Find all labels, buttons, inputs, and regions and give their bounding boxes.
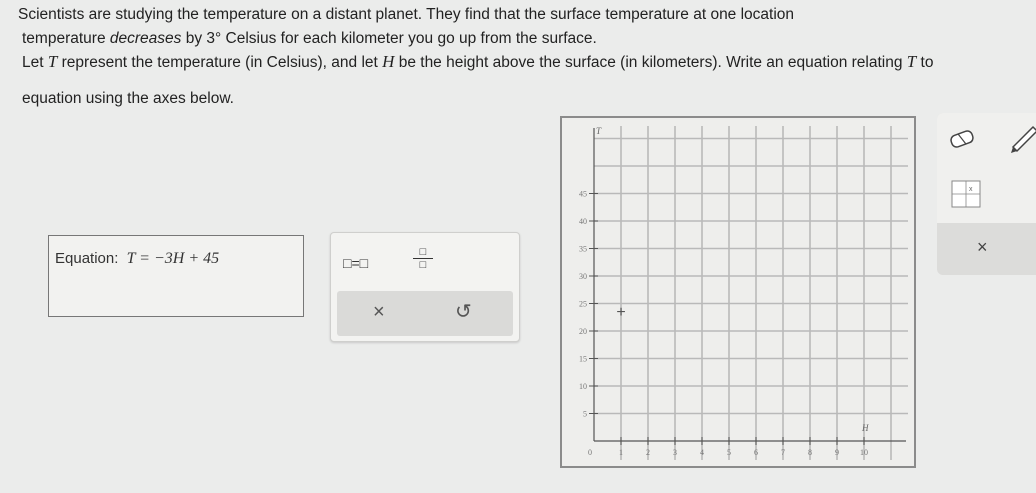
- var-T-2: T: [906, 52, 917, 71]
- x-tick-label: 10: [860, 448, 868, 457]
- graph-tool-icon[interactable]: [952, 181, 980, 207]
- problem-line-4: equation using the axes below.: [22, 90, 234, 107]
- y-tick-label: 15: [579, 354, 587, 364]
- x-tick-label: 4: [700, 448, 704, 457]
- graph-panel[interactable]: [560, 116, 916, 468]
- math-keypad: [330, 232, 520, 342]
- y-tick-label: 35: [579, 244, 587, 254]
- equals-template-button[interactable]: □=□: [343, 255, 369, 271]
- eraser-icon[interactable]: [950, 130, 975, 149]
- y-tick-label: 5: [583, 409, 587, 419]
- svg-text:x: x: [969, 186, 973, 193]
- problem-line-2: temperature decreases by 3° Celsius for each kilometer you go up from the surface.: [22, 30, 597, 47]
- pencil-icon[interactable]: [1011, 127, 1036, 153]
- crosshair-cursor-icon: +: [616, 303, 626, 321]
- y-tick-label: 25: [579, 299, 587, 309]
- y-axis-label: T: [596, 126, 602, 136]
- y-tick-label: 40: [579, 217, 587, 226]
- fraction-numerator: □: [419, 246, 427, 258]
- emphasis-decreases: decreases: [109, 30, 182, 47]
- x-tick-label: 6: [754, 448, 758, 457]
- x-axis-label: H: [862, 423, 869, 433]
- fraction-template-button[interactable]: [413, 247, 433, 270]
- x-tick-label: 9: [835, 448, 839, 457]
- equation-field[interactable]: [55, 250, 219, 268]
- var-T: T: [47, 52, 58, 71]
- undo-button[interactable]: ↺: [455, 301, 472, 323]
- x-tick-label: 0: [588, 448, 592, 457]
- y-tick-label: 20: [579, 327, 587, 336]
- keypad-action-row: [337, 291, 513, 336]
- graph-canvas[interactable]: [562, 118, 914, 466]
- x-tick-label: 7: [781, 448, 785, 457]
- close-tool-button[interactable]: ×: [977, 237, 988, 257]
- y-tick-label: 10: [579, 382, 587, 391]
- fraction-denominator: □: [419, 259, 427, 271]
- graph-toolbox: [937, 113, 1036, 275]
- problem-line-1: Scientists are studying the temperature on a distant planet. They find that the surface temperature at one location: [18, 6, 795, 23]
- equation-value[interactable]: T = −3H + 45: [126, 250, 220, 267]
- equation-label: Equation:: [55, 250, 119, 267]
- x-tick-label: 8: [808, 448, 812, 457]
- var-H: H: [382, 52, 395, 71]
- clear-button[interactable]: ×: [373, 301, 385, 323]
- rate-value: 3°: [206, 30, 222, 47]
- x-tick-label: 1: [619, 448, 623, 457]
- x-tick-label: 2: [646, 448, 650, 457]
- x-tick-label: 3: [673, 448, 677, 457]
- y-tick-label: 45: [579, 189, 587, 199]
- problem-line-3: Let T represent the temperature (in Celsius), and let H be the height above the surface (in kilometers). Write an equation relating T to: [22, 52, 934, 71]
- x-tick-label: 5: [727, 448, 731, 457]
- tool-palette: [937, 113, 1036, 223]
- y-tick-label: 30: [579, 272, 587, 281]
- equation-input-box[interactable]: [48, 235, 304, 317]
- tool-icons: [937, 113, 1036, 223]
